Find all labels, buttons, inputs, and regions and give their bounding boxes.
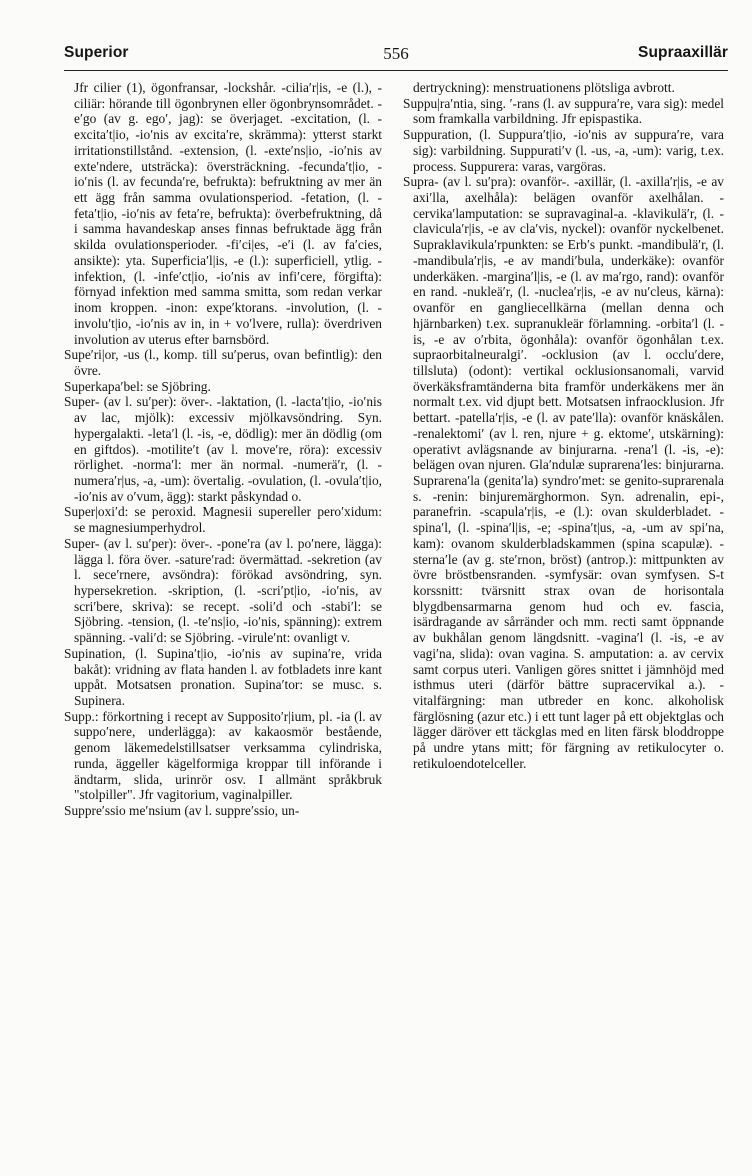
- dictionary-entry: Super- (av l. su′per): över-. -pone′ra (av l. po′nere, lägga): lägga l. föra över. -sature′rad: övermättad. -sekretion (av l. sece′rnere, avsöndra): förökad avsöndring, syn. hypersekretion. -skription, (l. -scri′pt|io, -io′nis, av scri′bere, skriva): se recept. -soli′d och -stabi′l: se Sjöbring. -tension, (l. -te′ns|io, -io′nis, spänning): extrem spänning. -vali′d: se Sjöbring. -virule′nt: ovanligt v.: [64, 535, 382, 646]
- dictionary-entry: Suppu|ra′ntia, sing. ′-rans (l. av suppura′re, vara sig): medel som framkalla varbildning. Jfr epispastika.: [403, 95, 724, 127]
- dictionary-entry: Jfr cilier (1), ögonfransar, -lockshår. -cilia′r|is, -e (l.), -ciliär: hörande till ögonbrynen eller ögonbrynsområdet. -e′go (av g. ego′, jag): se överjaget. -excitation, (l. -excita′t|io, -io′nis av excita′re, skrämma): ytterst starkt irritationstillstånd. -extension, (l. -exte′ns|io, -io′nis av exte′ndere, utsträcka): översträckning. -fecunda′t|io, -io′nis (l. av fecunda′re, befrukta): befruktning av mer än ett ägg från samma ovulationsperiod. -fetation, (l. -feta′t|io, -io′nis av feta′re, befrukta): överbefruktning, då i samma havandeskap anses finnas befruktade ägg från skilda ovulationsperioder. -fi′ci|es, -e′i (l. av fa′cies, ansikte): yta. Superficia′l|is, -e (l.): superficiell, ytlig. -infektion, (l. -infe′ct|io, -io′nis av infi′cere, förgifta): förnyad infektion med samma smitta, som redan verkar inom kroppen. -inon: expe′ktorans. -involution, (l. -involu′t|io, -io′nis av in, in + vo′lvere, rulla): överdriven involution av uterus efter barnsbörd.: [74, 80, 382, 347]
- dictionary-entry: dertryckning): menstruationens plötsliga avbrott.: [413, 80, 675, 95]
- dictionary-entry: Suppuration, (l. Suppura′t|io, -io′nis av suppura′re, vara sig): varbildning. Suppurati′v (l. -us, -a, -um): varig, t.ex. process. Suppurera: varas, vargöras.: [403, 127, 724, 174]
- dictionary-entry: Superkapa′bel: se Sjöbring.: [64, 378, 211, 394]
- page-header: [64, 44, 728, 68]
- dictionary-entry: Supe′ri|or, -us (l., komp. till su′perus, ovan befintlig): den övre.: [64, 347, 382, 378]
- dictionary-entry: Suppre′ssio me′nsium (av l. suppre′ssio, un-: [64, 803, 300, 819]
- dictionary-entry: Supination, (l. Supina′t|io, -io′nis av supina′re, vrida bakåt): vridning av flata handen l. av fotbladets inre kant uppåt. Motsatsen pronation. Supina′tor: se musc. s. Supinera.: [64, 645, 382, 709]
- dictionary-entry: Super- (av l. su′per): över-. -laktation, (l. -lacta′t|io, -io′nis av lac, mjölk): excessiv mjölkavsöndring. Syn. hypergalakti. -leta′l (l. -is, -e, dödlig): mer än dödlig (om en giftdos). -motilite′t (av l. move′re, röra): excessiv rörlighet. -norma′l: mer än normal. -numerä′r, (l. -numera′r|us, -a, -um): övertalig. -ovulation, (l. -ovula′t|io, -io′nis av o′vum, ägg): starkt påskyndad o.: [64, 394, 382, 504]
- left-running-headword: Superior: [64, 44, 129, 61]
- left-column: [64, 80, 382, 819]
- right-running-headword: Supraaxillär: [638, 44, 728, 61]
- header-rule: [64, 70, 728, 71]
- dictionary-entry: Supra- (av l. su′pra): ovanför-. -axillär, (l. -axilla′r|is, -e av axi′lla, axelhåla): belägen ovanför axelhålan. -cervika′lamputation: se supravaginal-a. -klavikulä′r, (l. -clavicula′r|is, -e av cla′vis, nyckel): ovanför nyckelbenet. Supraklavikula′rpunkten: se Erb′s punkt. -mandibulä′r, (l. -mandibula′r|is, -e av mandi′bula, underkäke): ovanför underkäken. -margina′l|is, -e (l. av ma′rgo, rand): ovanför en rand. -nukleä′r, (l. -nuclea′r|is, -e av nu′cleus, kärna): ovanför en gangliecellkärna (mellan denna och hjärnbarken) t.ex. supranukleär förlamning. -orbita′l (l. -is, -e av o′rbita, ögonhåla): ovanför ögonhålan t.ex. supraorbitalneuralgi′. -ocklusion (av l. occlu′dere, tillsluta) (odont): vertikal ocklusionsanomali, varvid överkäksframtänderna bita framför underkäkens mer än normalt t.ex. vid djupt bett. Motsatsen infraocklusion. Jfr bettart. -patella′r|is, -e (l. av pate′lla): ovanför knäskålen. -renalektomi′ (av l. ren, njure + g. ektome′, utskärning): operativt avlägsnande av binjurarna. -rena′l (l. -is, -e): belägen ovan njuren. Gla′ndulæ suprarena′les: binjurarna. Suprarena′la (genita′la) syndro′met: se genito-suprarenala s. -renin: binjuremärghormon. Syn. adrenalin, epi-, paranefrin. -scapula′r|is, -e (l.): ovan skulderbladet. -spina′l, (l. -spina′l|is, -e; -spina′t|us, -a, -um av spi′na, kam): ovanom skulderbladskammen (spina scapulæ). -sterna′le (av g. ste′rnon, bröst) (antrop.): mittpunkten av övre bröstbensranden. -symfysär: ovan symfysen. S-t korssnitt: tvärsnitt strax ovan de horisontala blygdbensarmarna genom hud och ev. fascia, isärdragande av sårränder och mm. recti samt öppnande av bukhålan genom längdsnitt. -vagina′l (l. -is, -e av vagi′na, slida): ovan vagina. S. amputation: a. av cervix samt corpus uteri. Vanligen göres snittet i jämnhöjd med isthmus uteri (därför bättre supracervikal a.). -vitalfärgning: man utbreder en konc. alkoholisk färglösning (azur etc.) i ett tunt lager på ett objektglas och lägger däröver ett täckglas med en liten färsk bloddroppe på undre ytans mitt; för färgning av retikulocyter o. retikuloendotelceller.: [403, 174, 724, 771]
- right-column: [403, 80, 724, 772]
- page-number: 556: [383, 44, 409, 63]
- dictionary-entry: Super|oxi′d: se peroxid. Magnesii supereller pero′xidum: se magnesiumperhydrol.: [64, 504, 382, 536]
- dictionary-entry: Supp.: förkortning i recept av Supposito′r|ium, pl. -ia (l. av suppo′nere, underlägga): av kakaosmör bestående, genom läkemedelstillsatser verksamma cylindriska, runda, äggeller kägelformiga kroppar till införande i ändtarm, slida, urinrör osv. I allmänt språkbruk "stolpiller". Jfr vagitorium, vaginalpiller.: [64, 708, 382, 803]
